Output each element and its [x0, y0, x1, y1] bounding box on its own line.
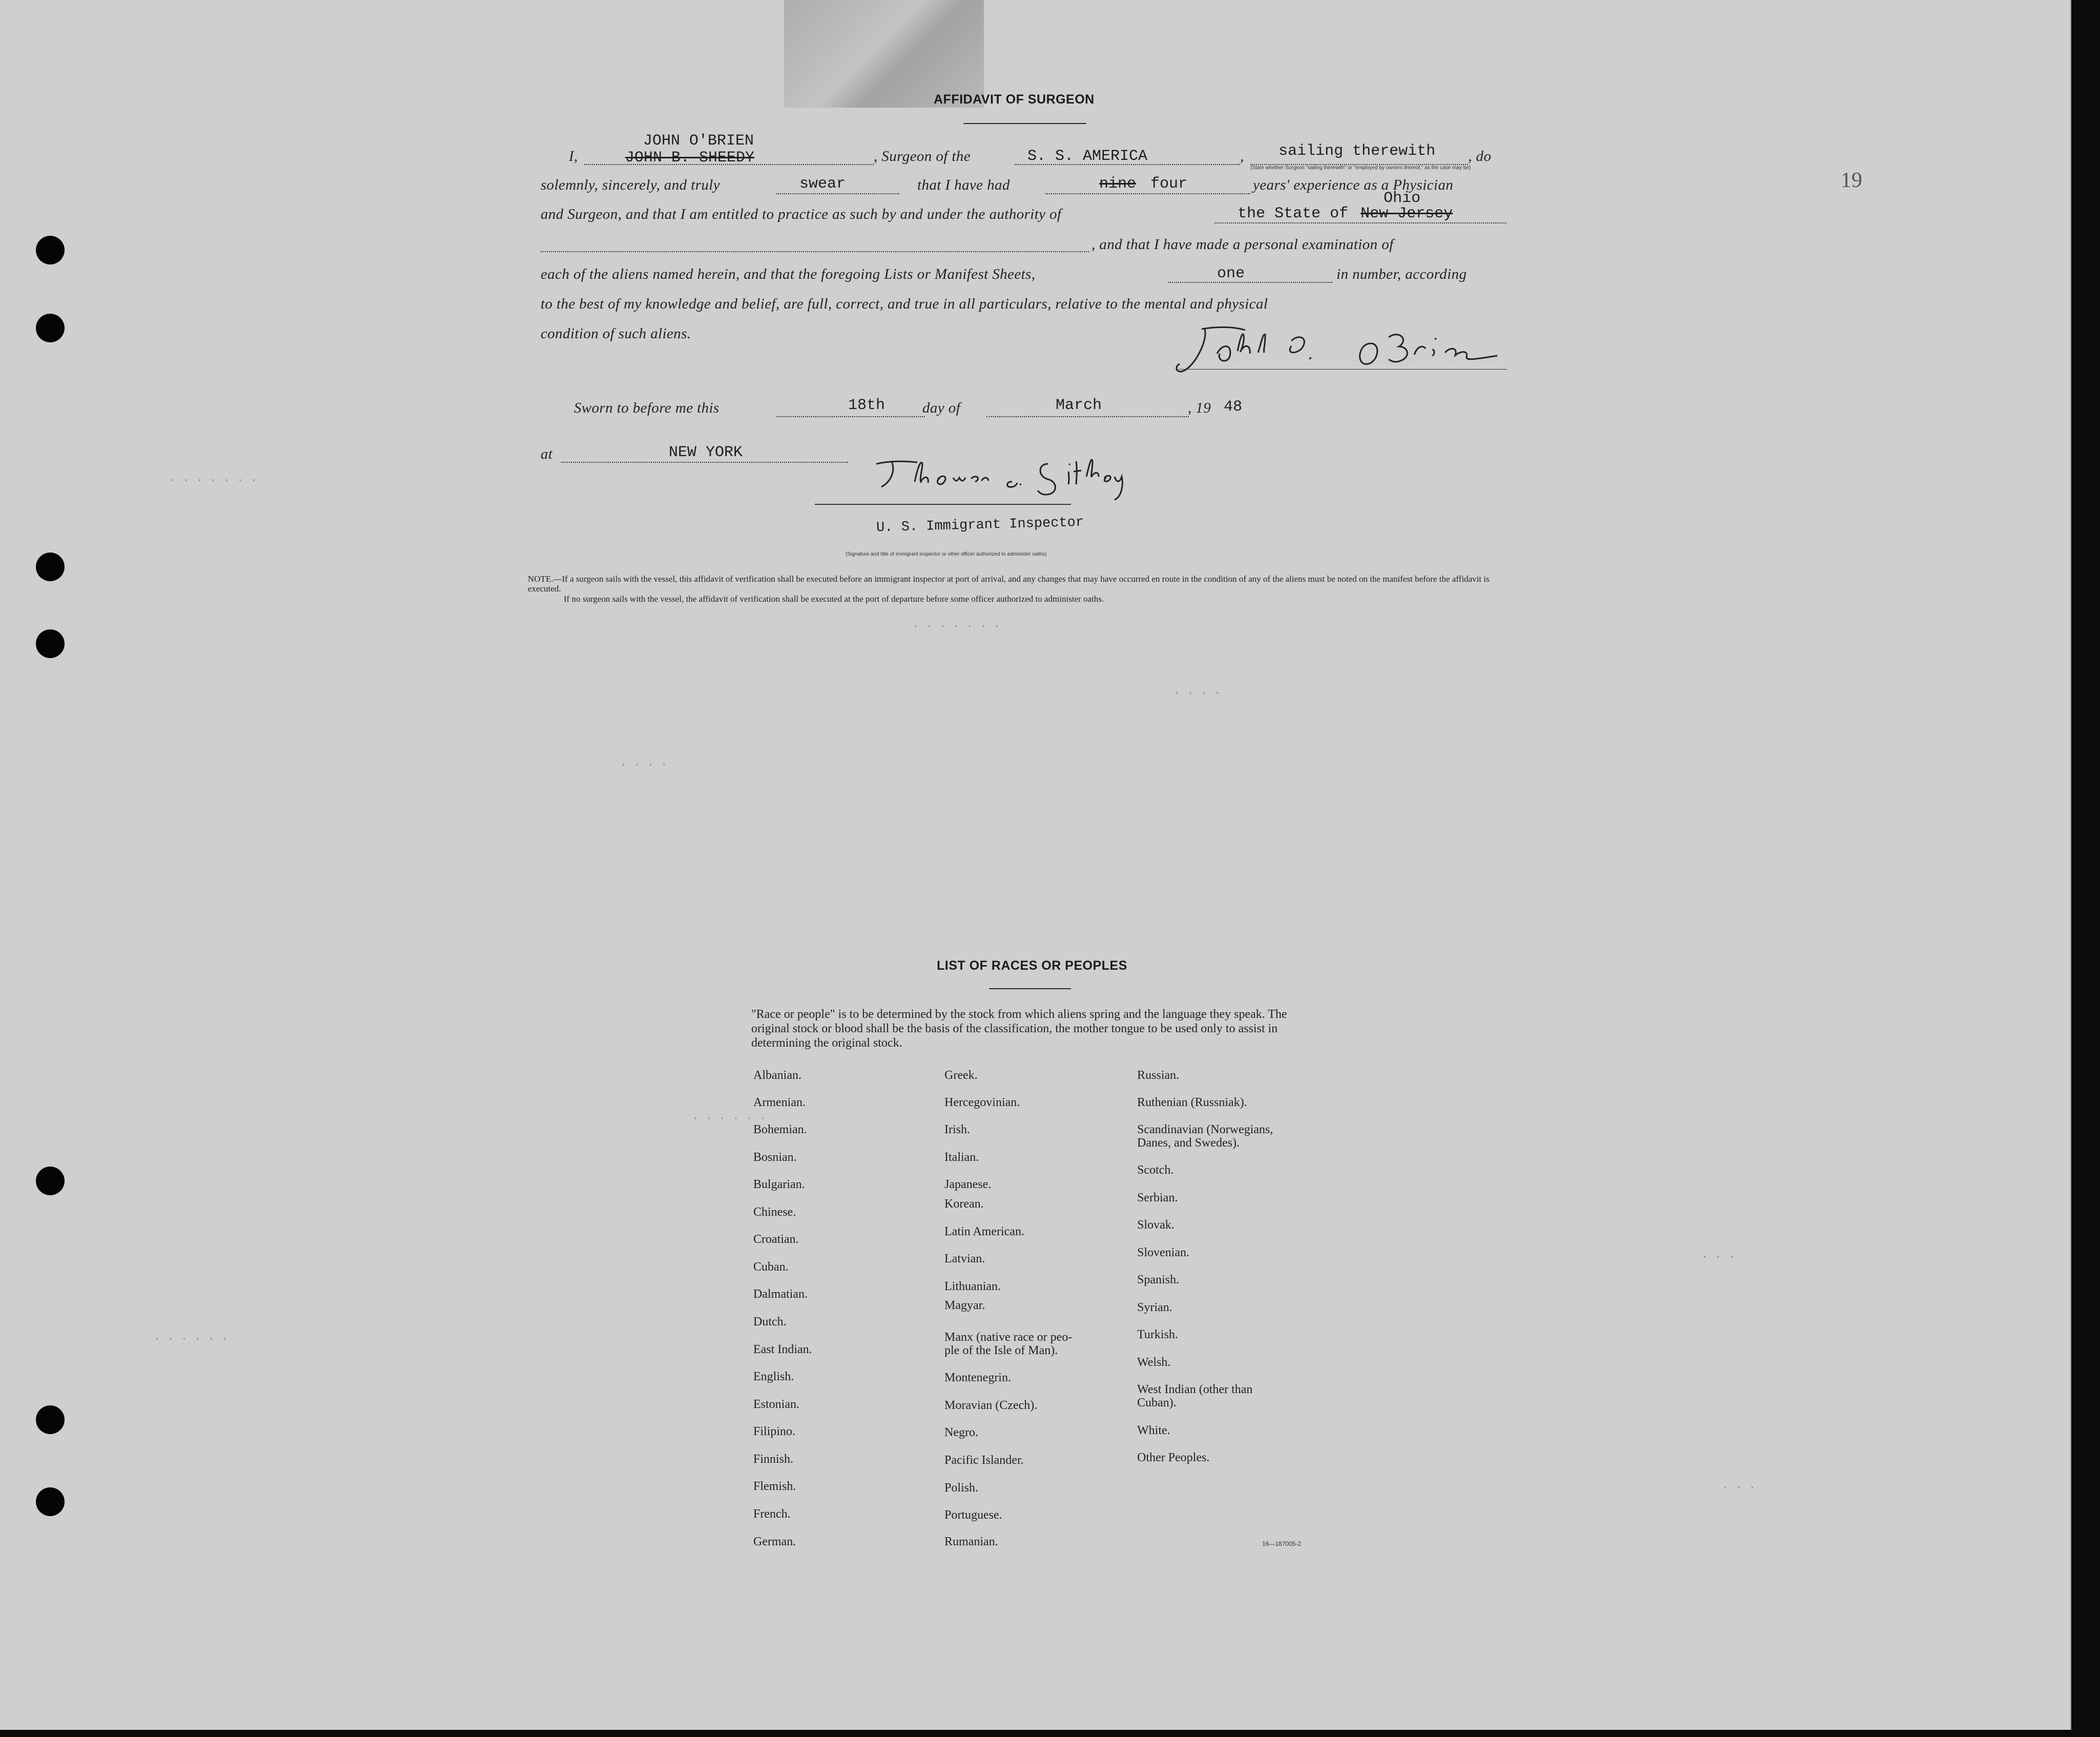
- years-struck: nine: [1099, 175, 1137, 193]
- surgeon-name: JOHN O'BRIEN: [643, 132, 754, 150]
- affidavit-text: to the best of my knowledge and belief, are full, correct, and true in all particulars, relative to the mental and physical: [541, 296, 1268, 312]
- affidavit-text: at: [541, 446, 553, 462]
- affidavit-text: , and that I have made a personal examination of: [1092, 236, 1394, 253]
- race-item: Welsh.: [1137, 1356, 1171, 1369]
- race-item: East Indian.: [753, 1343, 812, 1356]
- sheets-blank: [1168, 282, 1332, 283]
- affidavit-text: each of the aliens named herein, and that the foregoing Lists or Manifest Sheets,: [541, 266, 1036, 282]
- race-item: West Indian (other than: [1137, 1383, 1253, 1396]
- inspector-caption: (Signature and title of immigrant inspector or other officer authorized to administer oaths): [846, 551, 1047, 557]
- affidavit-text: years' experience as a Physician: [1253, 177, 1454, 193]
- race-item: White.: [1137, 1424, 1170, 1437]
- race-item: Montenegrin.: [944, 1371, 1011, 1384]
- race-item: Estonian.: [753, 1398, 799, 1411]
- oath-blank: [776, 193, 899, 194]
- affidavit-text: day of: [922, 400, 961, 416]
- binder-hole: [36, 314, 65, 342]
- race-item: Slovenian.: [1137, 1246, 1189, 1259]
- authority-insert: Ohio: [1384, 190, 1421, 207]
- race-item: Albanian.: [753, 1069, 801, 1082]
- race-item: Lithuanian.: [944, 1280, 1001, 1293]
- affidavit-title: AFFIDAVIT OF SURGEON: [934, 92, 1095, 107]
- race-item: Portuguese.: [944, 1508, 1002, 1522]
- race-item: Italian.: [944, 1151, 979, 1164]
- affidavit-note: NOTE.—If a surgeon sails with the vessel, this affidavit of verification shall be executed before an immigrant inspector at port of arrival, and any changes that may have occurred en route in the condition of any of the aliens must be noted on the manifest before the affidavit is executed.: [528, 574, 1490, 594]
- affidavit-text: solemnly, sincerely, and truly: [541, 177, 720, 193]
- race-item: Other Peoples.: [1137, 1451, 1210, 1464]
- race-item: Ruthenian (Russniak).: [1137, 1096, 1247, 1109]
- race-item: ple of the Isle of Man).: [944, 1344, 1058, 1357]
- sworn-place: NEW YORK: [669, 444, 743, 461]
- binder-hole: [36, 1405, 65, 1434]
- race-item: Spanish.: [1137, 1273, 1180, 1286]
- race-item: Filipino.: [753, 1425, 796, 1438]
- race-item: Polish.: [944, 1481, 979, 1495]
- years-blank: [1045, 193, 1250, 194]
- race-item: Serbian.: [1137, 1191, 1178, 1204]
- affidavit-text: , do: [1468, 148, 1492, 165]
- race-item: French.: [753, 1507, 791, 1521]
- inspector-title: U. S. Immigrant Inspector: [876, 515, 1084, 536]
- race-item: Syrian.: [1137, 1301, 1172, 1314]
- affidavit-text: , 19: [1188, 400, 1211, 416]
- race-item: English.: [753, 1370, 794, 1383]
- binder-hole: [36, 1167, 65, 1195]
- races-intro: "Race or people" is to be determined by the stock from which aliens spring and the language they speak. The original stock or blood shall be the basis of the classification, the mother tongue to be used only to assist in determining the original stock.: [751, 1008, 1287, 1050]
- page-number: 19: [1841, 169, 1862, 192]
- race-item: Latvian.: [944, 1252, 985, 1265]
- surgeon-name-struck: JOHN B. SHEEDY: [625, 149, 755, 167]
- affidavit-text: condition of such aliens.: [541, 325, 691, 342]
- race-item: Cuban.: [753, 1260, 789, 1274]
- sheets-count: one: [1217, 265, 1245, 282]
- affidavit-note: If no surgeon sails with the vessel, the affidavit of verification shall be executed at the port of departure before some officer authorized to administer oaths.: [564, 594, 1104, 604]
- title-underline: [989, 988, 1071, 989]
- oath-type: swear: [799, 175, 846, 193]
- race-item: Armenian.: [753, 1096, 806, 1109]
- affidavit-text: that I have had: [917, 177, 1010, 193]
- sworn-day-blank: [776, 416, 925, 417]
- sailing-instruction: (State whether Surgeon "sailing therewith" or "employed by owners thereof," as the case may be): [1250, 165, 1471, 171]
- race-item: Latin American.: [944, 1225, 1024, 1238]
- race-item: Russian.: [1137, 1069, 1180, 1082]
- sailing-status: sailing therewith: [1279, 142, 1436, 160]
- sworn-month: March: [1056, 397, 1102, 414]
- race-item: German.: [753, 1535, 796, 1548]
- race-item: Scotch.: [1137, 1163, 1174, 1177]
- race-item: Moravian (Czech).: [944, 1399, 1038, 1412]
- sworn-month-blank: [986, 416, 1189, 417]
- manifest-sheet: 19 · · · · · · · · · · · · · · · · · · · · · · · · · · · · · · · · · · · · · · · · AFFIDAVIT OF SURGEON I, JOHN O'BRIEN JOHN B. SHEEDY , Surgeon of the S. S. AMERICA , sailing therewith (State whether Surgeon "sailing therewith" or "employed by owners thereof," as the case may be) , do solemnly, sincerely, and truly swear that I have had nine four years' experience as a Physician and Surgeon, and that I am entitled to practice as such by and under the authority of the State of New Jersey Ohio , and that I have made a personal examination of each of the aliens named herein, and that the foregoing Lists or Manifest Sheets, one in number, according to the best of my knowledge and belief, are full, correct, and true in all particulars, relative to the mental and physical condition of such aliens. Sworn to before me this 18th day of March , 19 48 at NEW YORK U. S. Immigrant Inspector (Signature and title of immigrant inspector or other officer authorized to administer oaths) NOTE.—If a surgeon sails with the vessel, this affidavit of verification shall be executed before an immigrant inspector at port of arrival, and any changes that may have occurred en route in the condition of any of the aliens must be noted on the manifest before the affidavit is executed. If no surgeon sails with the vessel, the affidavit of verification shall be executed at the port of departure before some officer authorized to administer oaths. LIST OF RACES OR PEOPLES "Race or people" is to be determined by the stock from which aliens spring and the language they speak. The original stock or blood shall be the basis of the classification, the mother tongue to be used only to assist in determining the original stock. Albanian. Armenian. Bohemian. Bosnian. Bulgarian. Chinese. Croatian. Cuban. Dalmatian. Dutch. East Indian. English. Estonian. Filipino. Finnish. Flemish. French. German. Greek. Hercegovinian. Irish. Italian. Japanese. Korean. Latin American. Latvian. Lithuanian. Magyar. Manx (native race or peo- ple of the Isle of Man). Montenegrin. Moravian (Czech). Negro. Pacific Islander. Polish. Portuguese. Rumanian. Russian. Ruthenian (Russniak). Scandinavian (Norwegians, Danes, and Swedes). Scotch. Serbian. Slovak. Slovenian. Spanish. Syrian. Turkish. Welsh. West Indian (other than Cuban). White. Other Peoples. 16—187005-2: [0, 0, 2071, 1730]
- title-underline: [963, 123, 1086, 124]
- authority-blank: [1214, 222, 1507, 223]
- race-item: Chinese.: [753, 1205, 796, 1219]
- race-item: Slovak.: [1137, 1218, 1175, 1232]
- race-item: Magyar.: [944, 1299, 985, 1312]
- binder-hole: [36, 629, 65, 658]
- race-item: Dutch.: [753, 1315, 787, 1329]
- race-item: Greek.: [944, 1069, 978, 1082]
- race-item: Negro.: [944, 1426, 978, 1439]
- years-experience: four: [1150, 175, 1188, 193]
- race-item: Dalmatian.: [753, 1288, 808, 1301]
- race-item: Bulgarian.: [753, 1178, 805, 1191]
- races-title: LIST OF RACES OR PEOPLES: [937, 958, 1127, 973]
- race-item: Korean.: [944, 1197, 984, 1211]
- authority-continued-blank: [541, 251, 1089, 252]
- race-item: Rumanian.: [944, 1535, 998, 1548]
- authority: the State of: [1238, 205, 1349, 222]
- vessel-name: S. S. AMERICA: [1027, 148, 1148, 165]
- inspector-signature: [871, 451, 1138, 507]
- race-item: Flemish.: [753, 1480, 796, 1493]
- race-item: Bohemian.: [753, 1123, 807, 1136]
- race-item: Finnish.: [753, 1453, 794, 1466]
- inspector-signature-line: [815, 504, 1071, 505]
- race-item: Cuban).: [1137, 1396, 1177, 1409]
- race-item: Irish.: [944, 1123, 970, 1136]
- affidavit-text: and Surgeon, and that I am entitled to practice as such by and under the authority of: [541, 206, 1062, 222]
- race-item: Bosnian.: [753, 1151, 797, 1164]
- sworn-year: 48: [1224, 398, 1243, 416]
- authority-struck: New Jersey: [1361, 205, 1453, 222]
- affidavit-text: I,: [569, 148, 578, 165]
- affidavit-text: Sworn to before me this: [574, 400, 719, 416]
- race-item: Scandinavian (Norwegians,: [1137, 1123, 1273, 1136]
- surgeon-signature: [1173, 323, 1512, 379]
- surgeon-signature-line: [1179, 369, 1507, 370]
- tape-patch: [784, 0, 984, 108]
- binder-hole: [36, 236, 65, 264]
- binder-hole: [36, 1487, 65, 1516]
- race-item: Turkish.: [1137, 1328, 1178, 1341]
- race-item: Pacific Islander.: [944, 1454, 1024, 1467]
- sworn-day: 18th: [848, 397, 886, 414]
- affidavit-text: ,: [1240, 148, 1244, 165]
- form-number: 16—187005-2: [1262, 1540, 1302, 1547]
- race-item: Croatian.: [753, 1233, 799, 1246]
- race-item: Manx (native race or peo-: [944, 1331, 1073, 1344]
- race-item: Japanese.: [944, 1178, 992, 1191]
- race-item: Hercegovinian.: [944, 1096, 1020, 1109]
- affidavit-text: , Surgeon of the: [874, 148, 971, 165]
- binder-hole: [36, 553, 65, 581]
- race-item: Danes, and Swedes).: [1137, 1136, 1240, 1150]
- affidavit-text: in number, according: [1336, 266, 1467, 282]
- place-blank: [561, 462, 848, 463]
